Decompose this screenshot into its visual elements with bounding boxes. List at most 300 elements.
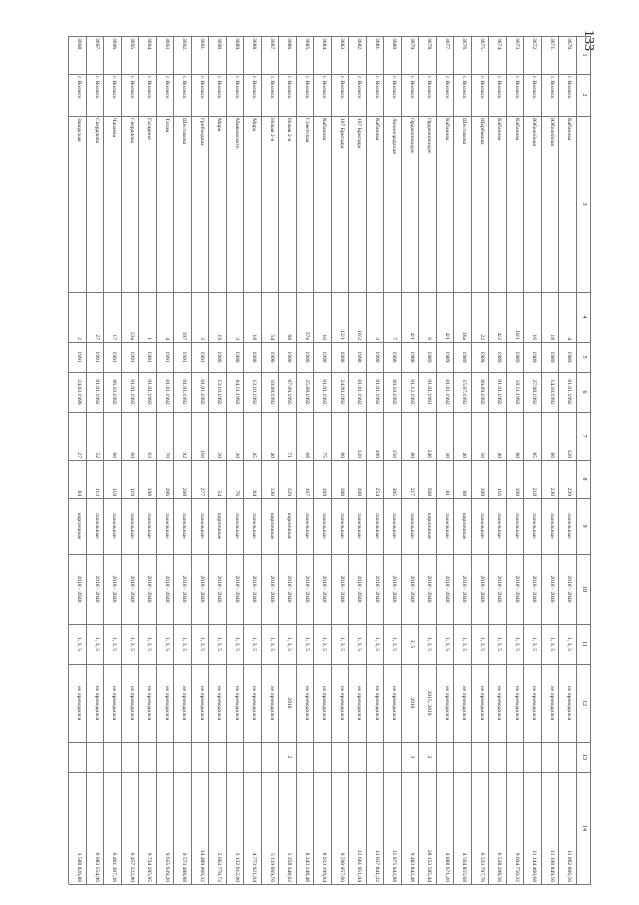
table-cell: г. Волжск [111, 76, 118, 99]
table-cell: 01.01.1992 [128, 379, 135, 405]
table-cell: 2 [286, 755, 293, 759]
table-cell: кирпичные [286, 512, 293, 540]
table-cell: 71 [286, 452, 293, 458]
table-cell: Гагарина [146, 118, 153, 140]
table-cell: Новая 2-я [286, 118, 293, 142]
table-cell: 3679. [408, 38, 415, 51]
row-rule [226, 36, 227, 884]
table-cell: 1, 3, 5 [146, 637, 153, 651]
table-cell [210, 744, 228, 770]
table-cell: Свердлова [128, 118, 135, 144]
table-cell: 2018 [408, 697, 415, 709]
table-cell: 6 457 222,80 [128, 852, 135, 882]
table-cell: 1988 [408, 351, 415, 363]
table-cell: 167 [303, 487, 310, 496]
table-cell: г. Волжск [566, 76, 573, 99]
table-cell: 9 734 285,95 [146, 852, 153, 882]
table-cell: 9 655 639,20 [163, 852, 170, 882]
table-cell: 1990 [373, 351, 380, 363]
table-cell: 5 358 348,62 [286, 852, 293, 882]
table-cell: 1989 [548, 351, 555, 363]
table-cell: г. Волжск [146, 76, 153, 99]
table-cell: панельные [338, 513, 345, 539]
table-cell [122, 744, 140, 770]
table-cell: панельные [373, 513, 380, 539]
table-cell: Кабанова [443, 118, 450, 141]
table-cell: Кабанова [496, 118, 503, 141]
table-cell: 2018 - 2040 [321, 575, 328, 603]
table-cell: Новая 2-я [268, 118, 275, 142]
table-cell: 09.09.1992 [478, 379, 485, 405]
table-cell: панельные [478, 513, 485, 539]
table-cell: 3685. [303, 38, 310, 51]
table-cell [297, 744, 315, 770]
table-cell: 2018 - 2040 [426, 575, 433, 603]
table-cell: 1990 [233, 351, 240, 363]
table-cell [332, 744, 350, 770]
table-cell: 15.07.1992 [461, 379, 468, 405]
table-cell: г. Волжск [286, 76, 293, 99]
table-cell: 1, 3, 5 [321, 637, 328, 651]
table-cell: 68 [303, 452, 310, 458]
table-cell: 1991 [198, 351, 205, 363]
table-cell: кирпичные [461, 512, 468, 540]
table-cell: 169 [321, 487, 328, 496]
table-cell: 10/1 [513, 330, 520, 340]
table-cell: Орджоникидзе [408, 118, 415, 154]
table-cell: 84 [251, 490, 258, 496]
table-cell: 63 [146, 452, 153, 458]
table-cell: 7 [391, 337, 398, 340]
table-cell: 6 538 288,56 [496, 852, 503, 882]
row-rule [139, 36, 140, 884]
table-cell [105, 744, 123, 770]
table-cell: Чапаева [111, 118, 118, 138]
table-cell: Маяковского [233, 118, 240, 149]
table-cell: 19 [216, 334, 223, 340]
table-cell: 246 [426, 449, 433, 458]
table-cell: 2018 [286, 697, 293, 709]
table-cell [455, 744, 473, 770]
table-cell: 1, 3, 5 [513, 637, 520, 651]
table-cell: не проводился [163, 685, 170, 721]
table-cell: г. Волжск [461, 76, 468, 99]
table-cell: 01.01.1992 [181, 379, 188, 405]
table-cell: 25.08.1992 [303, 379, 310, 405]
table-cell: 2018 - 2040 [513, 575, 520, 603]
table-cell: 8 243 148,48 [303, 852, 310, 882]
table-cell: 54 [216, 490, 223, 496]
row-rule [489, 36, 490, 884]
table-cell: панельные [391, 513, 398, 539]
table-cell: 1991 [111, 351, 118, 363]
table-cell: 1, 3, 5 [198, 637, 205, 651]
table-cell: 40 [461, 452, 468, 458]
table-cell: 2018 - 2040 [496, 575, 503, 603]
table-cell [507, 744, 525, 770]
table-cell: не проводился [111, 685, 118, 721]
table-cell: не проводился [233, 685, 240, 721]
table-cell: 20 [216, 452, 223, 458]
table-cell: не проводился [251, 685, 258, 721]
table-cell: 23а [128, 331, 135, 340]
table-cell: 2 [426, 755, 433, 759]
table-cell [437, 744, 455, 770]
row-rule [174, 36, 175, 884]
table-cell [490, 744, 508, 770]
table-cell: Шестакова [461, 118, 468, 145]
table-cell: 198 [146, 487, 153, 496]
table-cell: 1, 3, 5 [128, 637, 135, 651]
row-rule [86, 36, 87, 884]
table-cell: не проводился [373, 685, 380, 721]
table-cell: г. Волжск [181, 76, 188, 99]
table-cell: 199 [513, 487, 520, 496]
table-cell: г. Волжск [233, 76, 240, 99]
table-cell: 4 [566, 337, 573, 340]
table-cell: 1990 [338, 351, 345, 363]
table-cell: 2018 - 2040 [478, 575, 485, 603]
table-cell: 2018 - 2040 [181, 575, 188, 603]
table-cell: не проводился [338, 685, 345, 721]
table-cell: 70 [163, 452, 170, 458]
table-cell: 120 [356, 449, 363, 458]
table-cell: не проводился [93, 685, 100, 721]
table-cell: Кабанова [321, 118, 328, 141]
table-cell: г. Волжск [268, 76, 275, 99]
table-cell [315, 744, 333, 770]
table-cell [245, 744, 263, 770]
table-cell: 1, 3, 5 [461, 637, 468, 651]
table-cell: 2018 - 2040 [128, 575, 135, 603]
table-cell: 3697. [93, 38, 100, 51]
table-cell: 254 [373, 487, 380, 496]
table-cell: 1, 3, 5 [111, 637, 118, 651]
table-cell: 76 [233, 490, 240, 496]
table-cell: не проводился [198, 685, 205, 721]
table-cell: 1989 [513, 351, 520, 363]
table-cell [560, 744, 578, 770]
table-cell: 30 [443, 452, 450, 458]
table-cell: 1990 [356, 351, 363, 363]
table-cell: 60 [111, 452, 118, 458]
table-cell: 3670. [566, 38, 573, 51]
table-cell: 3686. [286, 38, 293, 51]
table-cell: 04.11.1992 [233, 379, 240, 405]
table-cell: 10/2 [356, 330, 363, 340]
table-cell: панельные [321, 513, 328, 539]
table-cell: 9 483 842,48 [408, 852, 415, 882]
table-cell: 01.01.1991 [426, 379, 433, 405]
table-cell: панельные [548, 513, 555, 539]
table-cell: панельные [566, 513, 573, 539]
table-cell: 1, 3, 5 [76, 637, 83, 651]
table-cell: 86 [548, 452, 555, 458]
table-cell: 3681. [373, 38, 380, 51]
table-cell: 2018 - 2040 [93, 575, 100, 603]
table-cell: 84 [76, 490, 83, 496]
table-cell: 1, 3, 5 [233, 637, 240, 651]
table-cell: 37в [303, 331, 310, 340]
table-cell: не проводился [181, 685, 188, 721]
table-cell: 13 037 841,32 [373, 849, 380, 882]
table-cell: 68 [286, 334, 293, 340]
table-cell: 3696. [111, 38, 118, 51]
table-cell: 6 083 554,96 [93, 852, 100, 882]
table-cell: 80 [513, 452, 520, 458]
table-cell: 24.03.1999 [76, 379, 83, 405]
table-cell: 15 875 942,88 [391, 849, 398, 882]
table-cell [157, 744, 175, 770]
table-cell: 18 [548, 334, 555, 340]
table-cell: 01.01.1992 [163, 379, 170, 405]
table-cell: 2018 - 2040 [198, 575, 205, 603]
table-cell [175, 744, 193, 770]
table-cell [227, 744, 245, 770]
table-cell: 13.10.1992 [216, 379, 223, 405]
table-cell: 3695. [128, 38, 135, 51]
table-cell: 2018 - 2040 [531, 575, 538, 603]
table-cell: Тихая [163, 118, 170, 133]
table-cell: г. Волжск [321, 76, 328, 99]
table-cell: 80 [338, 452, 345, 458]
table-cell: 3693. [163, 38, 170, 51]
table-cell: 130 [268, 487, 275, 496]
table-cell: 14 489 060,32 [198, 849, 205, 882]
header-cell: 8 [581, 477, 587, 481]
table-cell: не проводился [128, 685, 135, 721]
table-cell: 2018 - 2040 [443, 575, 450, 603]
table-cell: 1991 [146, 351, 153, 363]
table-cell: 119 [111, 487, 118, 496]
table-cell: Кабанова [373, 118, 380, 141]
table-cell: г. Волжск [373, 76, 380, 99]
table-cell: 1990 [391, 351, 398, 363]
table-cell: Кабанова [566, 118, 573, 141]
table-cell: 01.01.1992 [443, 379, 450, 405]
table-cell: 1989 [461, 351, 468, 363]
table-cell: 6 401 307,36 [111, 852, 118, 882]
table-cell: 27 [93, 334, 100, 340]
table-cell: 1, 3, 5 [373, 637, 380, 651]
table-cell: Кабанова [513, 118, 520, 141]
table-cell: 01.01.1992 [496, 379, 503, 405]
table-cell: г. Волжск [93, 76, 100, 99]
table-cell: 1, 3, 5 [496, 637, 503, 651]
table-cell: 4 888 671,20 [443, 852, 450, 882]
table-cell: 1990 [251, 351, 258, 363]
table-cell: 3678. [426, 38, 433, 51]
table-cell: кирпичные [76, 512, 83, 540]
row-rule [436, 36, 437, 884]
table-cell: кирпичные [216, 512, 223, 540]
table-cell: 2 [76, 337, 83, 340]
table-cell: Ленинградская [391, 118, 398, 154]
table-cell: 22 [478, 334, 485, 340]
table-cell: не проводился [321, 685, 328, 721]
table-cell: кирпичные [268, 512, 275, 540]
table-cell: Мира [251, 118, 258, 132]
table-cell: г. Волжск [198, 76, 205, 99]
table-cell: не проводился [216, 685, 223, 721]
table-cell: не проводился [496, 685, 503, 721]
table-cell: г. Волжск [216, 76, 223, 99]
table-cell: 1989 [443, 351, 450, 363]
table-cell: 1991 [163, 351, 170, 363]
table-cell: панельные [181, 513, 188, 539]
table-cell: 3 [373, 337, 380, 340]
table-cell: 88 [461, 490, 468, 496]
table-cell: 3671. [548, 38, 555, 51]
row-rule [506, 36, 507, 884]
table-cell: не проводился [461, 685, 468, 721]
table-cell: 92 [181, 452, 188, 458]
table-cell: 3673. [513, 38, 520, 51]
table-cell: 4 773 921,04 [251, 852, 258, 882]
table-cell: 12/1 [338, 330, 345, 340]
table-cell: 2018 - 2040 [566, 575, 573, 603]
table-cell: панельные [111, 513, 118, 539]
table-cell: г. Волжск [303, 76, 310, 99]
table-cell: 1, 5 [408, 639, 415, 649]
table-cell: панельные [233, 513, 240, 539]
table-cell: 1991 [93, 351, 100, 363]
table-cell: 1 [146, 337, 153, 340]
row-rule [366, 36, 367, 884]
table-cell: панельные [93, 513, 100, 539]
table-cell: 239 [566, 487, 573, 496]
table-cell [350, 744, 368, 770]
row-rule [541, 36, 542, 884]
table-cell: 11 144 460,68 [531, 850, 538, 882]
table-cell: г. Волжск [356, 76, 363, 99]
table-cell: кирпичные [426, 512, 433, 540]
table-cell: Юбилейная [531, 118, 538, 146]
row-rule [261, 36, 262, 884]
table-cell: 2018 - 2040 [373, 575, 380, 603]
table-cell: панельные [146, 513, 153, 539]
table-cell: не проводился [356, 685, 363, 721]
table-cell: 1991 [181, 351, 188, 363]
header-cell: 1 [581, 53, 587, 57]
table-cell: 107 [181, 331, 188, 340]
table-cell [262, 744, 280, 770]
table-cell: г. Волжск [513, 76, 520, 99]
table-cell: 1990 [303, 351, 310, 363]
table-cell: 1, 3, 5 [286, 637, 293, 651]
table-cell: 3684. [321, 38, 328, 51]
table-cell: 2018 - 2040 [286, 575, 293, 603]
table-cell: 3691. [198, 38, 205, 51]
table-cell [192, 744, 210, 770]
row-rule [349, 36, 350, 884]
header-cell: 10 [581, 586, 587, 592]
table-body [70, 36, 592, 884]
table-cell: Советская [303, 118, 310, 143]
table-cell: г. Волжск [391, 76, 398, 99]
table-cell: 2018 - 2040 [338, 575, 345, 603]
table-cell: 24.09.1992 [338, 379, 345, 405]
table-cell: 10 [321, 334, 328, 340]
row-rule [279, 36, 280, 884]
table-cell: 01.01.1992 [373, 379, 380, 405]
table-cell: Мира [216, 118, 223, 132]
table-cell: 16 [531, 334, 538, 340]
table-cell: 10.11.1992 [513, 379, 520, 405]
table-cell: не проводился [268, 685, 275, 721]
table-cell: 508 [426, 487, 433, 496]
table-cell: 3 588 826,88 [76, 852, 83, 882]
table-cell: г. Волжск [338, 76, 345, 99]
row-rule [156, 36, 157, 884]
table-cell: 3694. [146, 38, 153, 51]
table-cell: не проводился [76, 685, 83, 721]
table-cell: 12 661 951,04 [356, 849, 363, 882]
table-cell: 218 [531, 487, 538, 496]
table-cell: 9 573 488,88 [181, 852, 188, 882]
table-cell [525, 744, 543, 770]
table-cell: не проводился [303, 685, 310, 721]
table-cell: не проводился [548, 685, 555, 721]
table-cell: Щербакова [478, 118, 485, 145]
row-rule [121, 36, 122, 884]
table-cell: 2 663 770,72 [216, 852, 223, 882]
header-cell: 2 [581, 93, 587, 97]
table-cell: 2015, 2019 [426, 690, 433, 716]
table-cell: г. Волжск [426, 76, 433, 99]
table-cell: г. Волжск [128, 76, 135, 99]
table-cell: панельные [163, 513, 170, 539]
table-cell: 3 [233, 337, 240, 340]
table-cell: 277 [198, 487, 205, 496]
table-cell: 2018 - 2040 [461, 575, 468, 603]
row-rule [191, 36, 192, 884]
table-cell: 1, 3, 5 [548, 637, 555, 651]
table-cell: 01.12.1992 [408, 379, 415, 405]
table-cell: 1, 3, 5 [268, 637, 275, 651]
table-cell: 208 [356, 487, 363, 496]
table-cell: 4 564 855,68 [461, 852, 468, 882]
table-cell [367, 744, 385, 770]
table-cell: 40 [268, 452, 275, 458]
table-cell: 11 190 849,56 [548, 850, 555, 882]
table-cell: 120 [566, 449, 573, 458]
page-number: 133 [581, 30, 596, 51]
table-cell: 60 [128, 452, 135, 458]
row-rule [471, 36, 472, 884]
table-cell: 2018 - 2040 [233, 575, 240, 603]
table-cell: 113 [93, 487, 100, 496]
table-cell: г. Волжск [408, 76, 415, 99]
table-cell: 2018 - 2040 [76, 575, 83, 603]
header-cell: 11 [581, 641, 587, 647]
table-cell: 3675. [478, 38, 485, 51]
header-cell: 4 [581, 315, 587, 319]
table-cell: 1989 [531, 351, 538, 363]
table-cell: 2018 - 2040 [391, 575, 398, 603]
header-cell: 13 [581, 754, 587, 760]
table-cell: 3682. [356, 38, 363, 51]
table-cell: панельные [531, 513, 538, 539]
table-cell: 09.10.1992 [391, 379, 398, 405]
table-cell: 81 [443, 490, 450, 496]
table-cell: не проводился [146, 685, 153, 721]
row-rule [559, 36, 560, 884]
table-cell: 1991 [76, 351, 83, 363]
table-cell: 3674. [496, 38, 503, 51]
header-cell: 3 [581, 202, 587, 206]
table-cell: 18 [251, 334, 258, 340]
